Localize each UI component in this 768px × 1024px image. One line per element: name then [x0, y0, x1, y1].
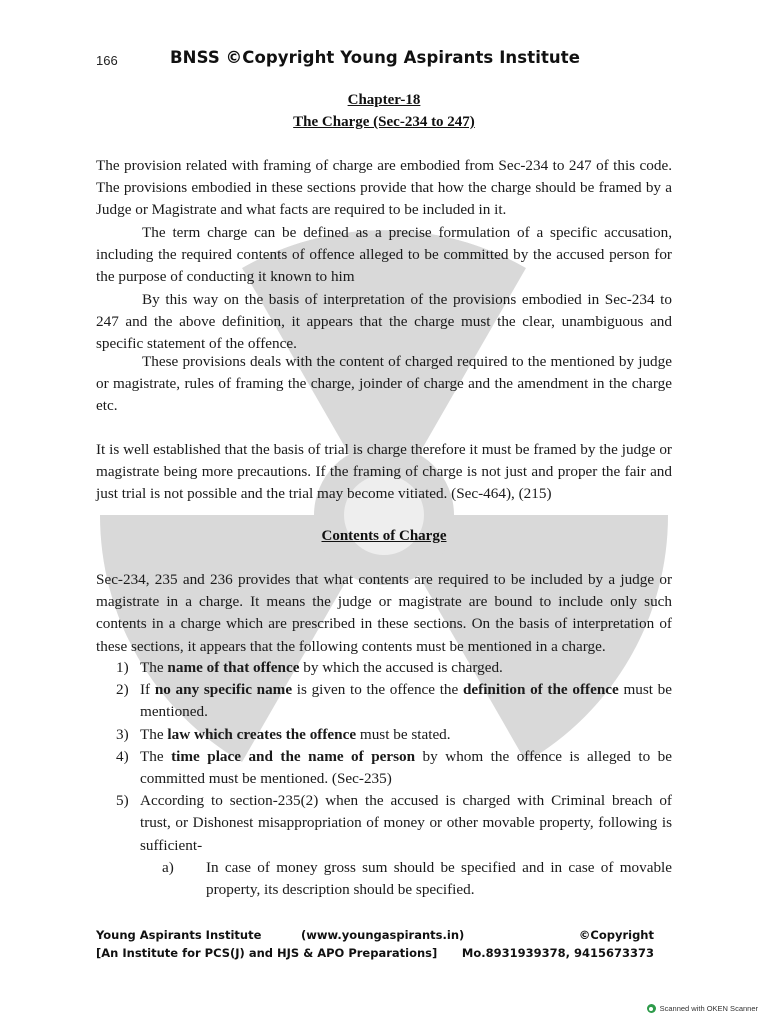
list-item: 2) If no any specific name is given to the offence the definition of the offence must be mentioned. [116, 681, 673, 721]
sub-list-item: a) In case of money gross sum should be specified and in case of movable property, its description should be specified. [162, 858, 672, 899]
scanner-badge-text: Scanned with OKEN Scanner [659, 1004, 758, 1013]
scanner-logo-icon [647, 1004, 656, 1013]
running-header: BNSS ©Copyright Young Aspirants Institute [170, 48, 581, 67]
footer-phone: Mo.8931939378, 9415673373 [461, 946, 654, 960]
paragraph: By this way on the basis of interpretation of the provisions embodied in Sec-234 to 247 and the above definition, it appears that the charge must the clear, unambiguous and specific statement of the offence. [96, 291, 672, 353]
chapter-title: Chapter-18 [347, 92, 421, 108]
list-item: 1) The name of that offence by which the accused is charged. [116, 659, 503, 676]
section-heading: Contents of Charge [321, 528, 447, 544]
page-footer [96, 926, 654, 962]
footer-institute: Young Aspirants Institute [96, 928, 262, 942]
footer-copyright: ©Copyright [578, 928, 654, 942]
footer-tagline: [An Institute for PCS(J) and HJS & APO Preparations] [96, 946, 438, 960]
paragraph: It is well established that the basis of trial is charge therefore it must be framed by the judge or magistrate being more precautions. If the framing of charge is not just and proper the fair and just trial is not possible and the trial may become vitiated. (Sec-464), (215) [96, 441, 672, 503]
paragraph: The provision related with framing of charge are embodied from Sec-234 to 247 of this code. The provisions embodied in these sections provide that how the charge should be framed by a Judge or Magistrate and what facts are required to be included in it. [96, 157, 672, 219]
page-number: 166 [96, 53, 118, 68]
paragraph: These provisions deals with the content of charged required to the mentioned by judge or magistrate, rules of framing the charge, joinder of charge and the amendment in the charge etc. [96, 353, 672, 415]
list-item: 4) The time place and the name of person by whom the offence is alleged to be committed must be mentioned. (Sec-235) [116, 747, 672, 788]
paragraph: The term charge can be defined as a precise formulation of a specific accusation, including the required contents of offence alleged to be committed by the accused person for the purpose of conducting it known to him [96, 224, 672, 286]
list-item: 3) The law which creates the offence must be stated. [116, 725, 451, 743]
scanner-badge [647, 1004, 758, 1013]
footer-website: (www.youngaspirants.in) [301, 928, 465, 942]
contents-list [96, 657, 672, 901]
section-intro: Sec-234, 235 and 236 provides that what contents are required to be included by a judge or magistrate in a charge. It means the judge or magistrate are bound to include only such contents in a charge which are prescribed in these sections. On the basis of interpretation of these sections, it appears that the following contents must be mentioned in a charge. [96, 571, 672, 655]
chapter-subtitle: The Charge (Sec-234 to 247) [293, 114, 475, 130]
list-item: 5) According to section-235(2) when the accused is charged with Criminal breach of trust, or Dishonest misappropriation of money or other movable property, following is sufficient- [116, 792, 672, 854]
